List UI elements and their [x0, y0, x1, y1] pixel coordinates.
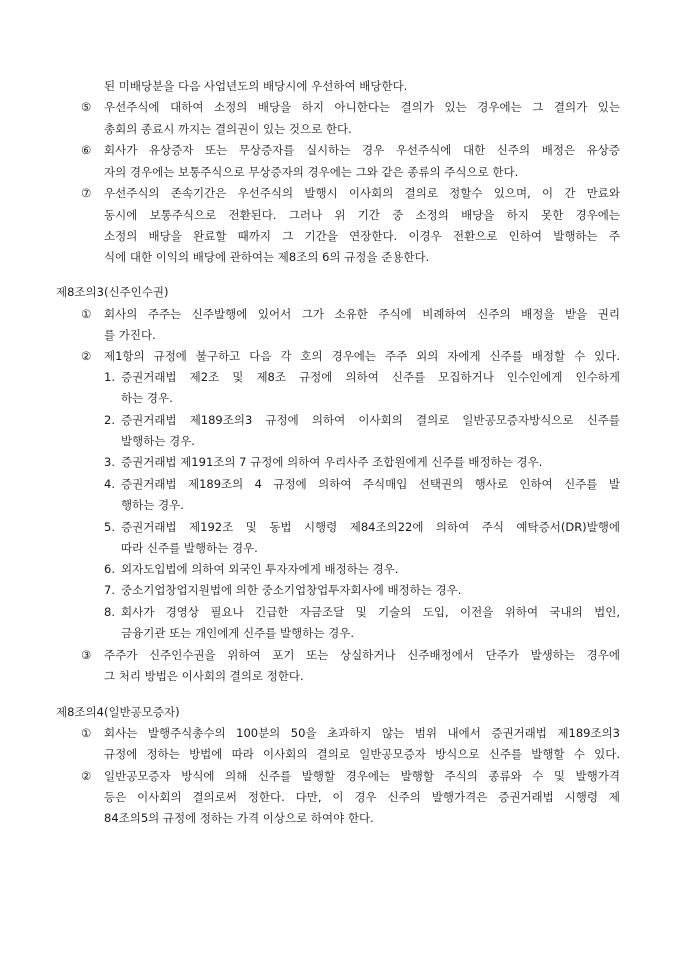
clause-5-line-2: 총회의 종료시 까지는 결의권이 있는 것으로 한다. — [104, 122, 352, 136]
item-1-line-1: 증권거래법 제2조 및 제8조 규정에 의하여 신주를 모집하거나 인수인에게 인수하게 — [121, 370, 620, 384]
section-heading-8-4: 제8조의4(일반공모증자) — [56, 705, 180, 719]
item-5-line-2: 따라 신주를 발행하는 경우. — [121, 541, 258, 555]
clause-7-line-1: 우선주식의 존속기간은 우선주식의 발행시 이사회의 결의로 정할수 있으며, 이 간 만료와 — [104, 186, 620, 200]
clause-marker-5: ⑤ — [81, 100, 92, 114]
clause-1-line-1: 회사의 주주는 신주발행에 있어서 그가 소유한 주식에 비례하여 신주의 배정을 받을 권리 — [104, 307, 620, 321]
item-3-line-1: 증권거래법 제191조의 7 규정에 의하여 우리사주 조합원에게 신주를 배정하는 경우. — [121, 455, 543, 469]
item-4-line-2: 행하는 경우. — [121, 498, 184, 512]
item-number-4: 4. — [104, 477, 115, 491]
clause-6-line-2: 자의 경우에는 보통주식으로 무상증자의 경우에는 그와 같은 종류의 주식으로 한다. — [104, 165, 519, 179]
clause-7-line-4: 식에 대한 이익의 배당에 관하여는 제8조의 6의 규정을 준용한다. — [104, 250, 430, 264]
clause-marker-3: ③ — [81, 648, 92, 662]
continued-text-line: 된 미배당분을 다음 사업년도의 배당시에 우선하여 배당한다. — [104, 79, 408, 93]
clause-7-line-3: 소정의 배당을 완료할 때까지 그 기간을 연장한다. 이경우 전환으로 인하여 발행하는 주 — [104, 229, 620, 243]
item-number-7: 7. — [104, 583, 115, 597]
clause-marker-1: ① — [81, 307, 92, 321]
item-5-line-1: 증권거래법 제192조 및 동법 시행령 제84조의22에 의하여 주식 예탁증서(DR)발행에 — [121, 520, 620, 534]
clause-2-line-1: 제1항의 규정에 불구하고 다음 각 호의 경우에는 주주 외의 자에게 신주를 배정할 수 있다. — [104, 349, 620, 363]
item-number-2: 2. — [104, 413, 115, 427]
item-7-line-1: 중소기업창업지원법에 의한 중소기업창업투자회사에 배정하는 경우. — [121, 583, 462, 597]
clause-3-line-1: 주주가 신주인수권을 위하여 포기 또는 상실하거나 신주배정에서 단주가 발생하는 경우에 — [104, 648, 620, 662]
clause-marker-7: ⑦ — [81, 186, 92, 200]
item-number-5: 5. — [104, 520, 115, 534]
clause-1b-line-1: 회사는 발행주식총수의 100분의 50을 초과하지 않는 범위 내에서 증권거래법 제189조의3 — [104, 726, 620, 740]
clause-7-line-2: 동시에 보통주식으로 전환된다. 그러나 위 기간 중 소정의 배당을 하지 못한 경우에는 — [104, 208, 620, 222]
clause-2b-line-3: 84조의5의 규정에 정하는 가격 이상으로 하여야 한다. — [104, 811, 374, 825]
clause-5-line-1: 우선주식에 대하여 소정의 배당을 하지 아니한다는 결의가 있는 경우에는 그 결의가 있는 — [104, 100, 620, 114]
item-number-8: 8. — [104, 605, 115, 619]
clause-marker-6: ⑥ — [81, 143, 92, 157]
item-number-1: 1. — [104, 370, 115, 384]
item-2-line-1: 증권거래법 제189조의3 규정에 의하여 이사회의 결의로 일반공모증자방식으로 신주를 — [121, 413, 620, 427]
item-number-6: 6. — [104, 562, 115, 576]
clause-1-line-2: 를 가진다. — [104, 328, 156, 342]
item-8-line-2: 금융기관 또는 개인에게 신주를 발행하는 경우. — [121, 626, 355, 640]
item-1-line-2: 하는 경우. — [121, 391, 173, 405]
clause-2b-line-1: 일반공모증자 방식에 의해 신주를 발행할 경우에는 발행할 주식의 종류와 수 및 발행가격 — [104, 769, 620, 783]
clause-marker-1b: ① — [81, 726, 92, 740]
item-8-line-1: 회사가 경영상 필요나 긴급한 자금조달 및 기술의 도입, 이전을 위하여 국내의 법인, — [121, 605, 620, 619]
section-heading-8-3: 제8조의3(신주인수권) — [56, 285, 169, 299]
clause-6-line-1: 회사가 유상증자 또는 무상증자를 실시하는 경우 우선주식에 대한 신주의 배정은 유상증 — [104, 143, 620, 157]
clause-marker-2b: ② — [81, 769, 92, 783]
clause-3-line-2: 그 처리 방법은 이사회의 결의로 정한다. — [104, 669, 304, 683]
clause-1b-line-2: 규정에 정하는 방법에 따라 이사회의 결의로 일반공모증자 방식으로 신주를 발행할 수 있다. — [104, 747, 620, 761]
item-number-3: 3. — [104, 455, 115, 469]
item-4-line-1: 증권거래법 제189조의 4 규정에 의하여 주식매입 선택권의 행사로 인하여 신주를 발 — [121, 477, 620, 491]
item-6-line-1: 외자도입법에 의하여 외국인 투자자에게 배정하는 경우. — [121, 562, 399, 576]
clause-marker-2: ② — [81, 349, 92, 363]
clause-2b-line-2: 등은 이사회의 결의로써 정한다. 다만, 이 경우 신주의 발행가격은 증권거래법 시행령 제 — [104, 790, 620, 804]
item-2-line-2: 발행하는 경우. — [121, 434, 195, 448]
